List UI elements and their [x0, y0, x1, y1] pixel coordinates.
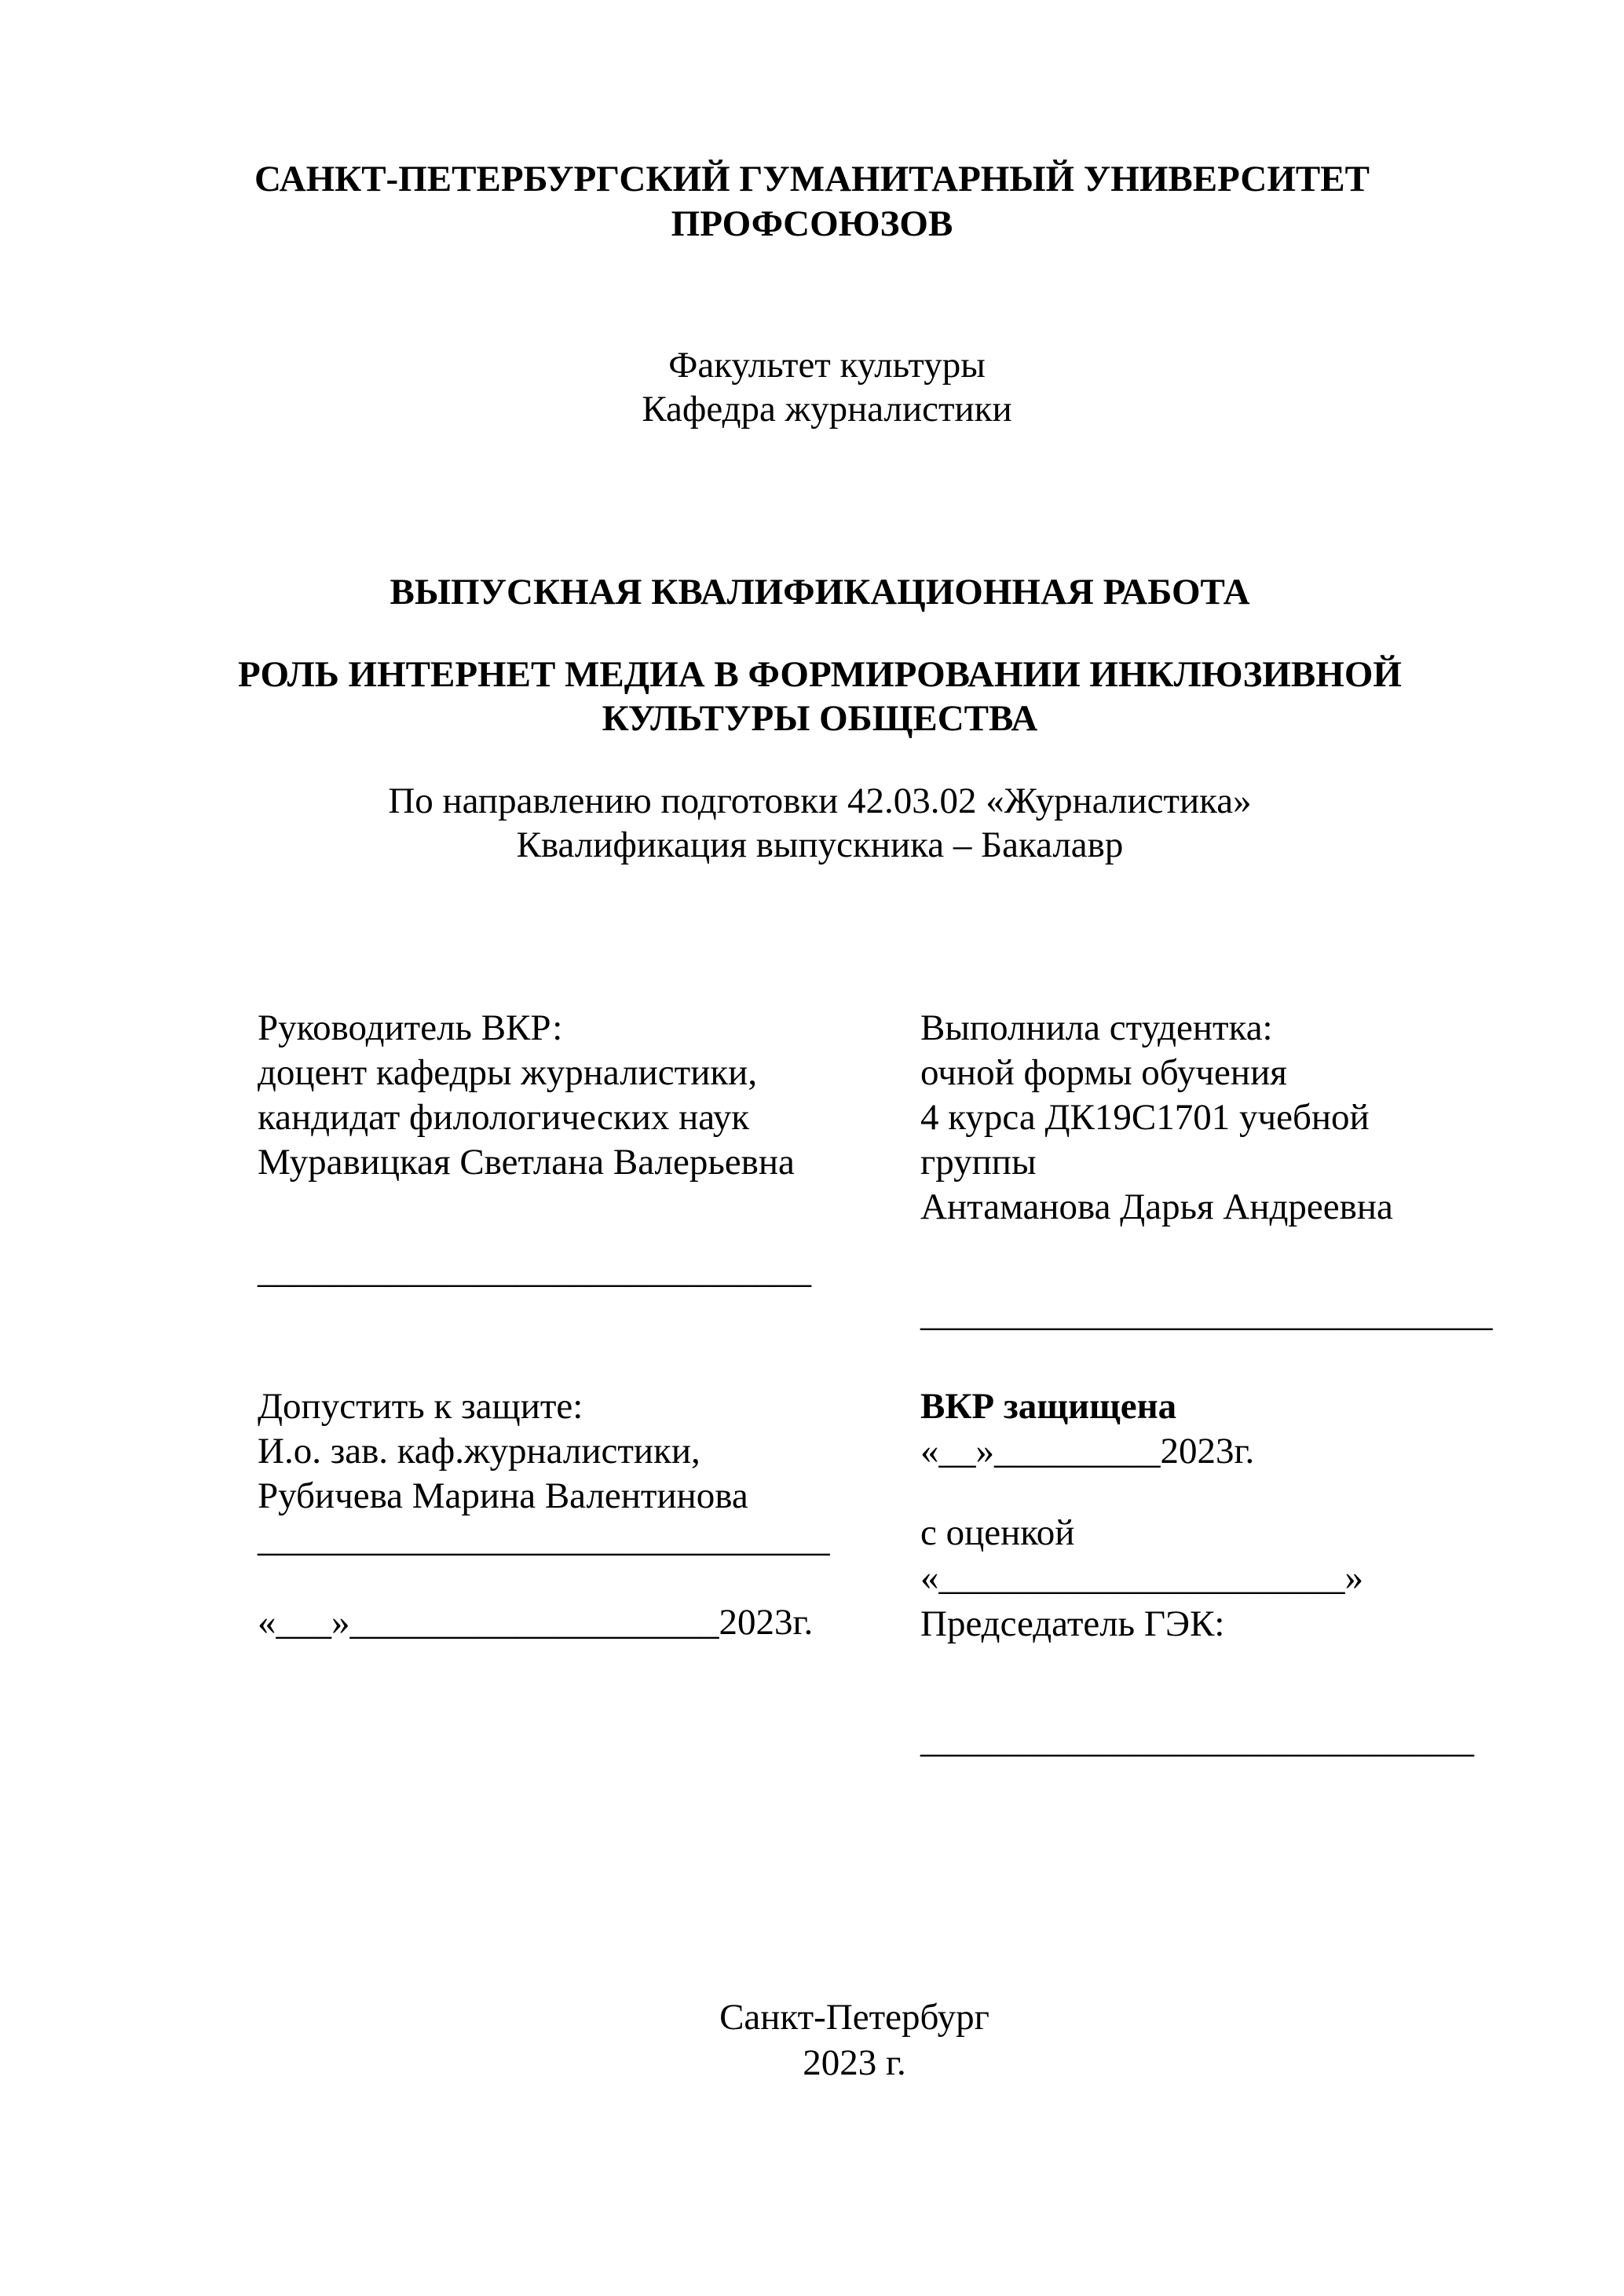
grade-field: «______________________»	[920, 1557, 1363, 1598]
footer-year: 2023 г.	[803, 2042, 906, 2083]
supervisor-line: Муравицкая Светлана Валерьевна	[258, 1142, 795, 1183]
supervisor-line: кандидат филологических наук	[258, 1097, 750, 1138]
supervisor-line: Руководитель ВКР:	[258, 1007, 563, 1048]
supervisor-block	[258, 1006, 795, 1185]
supervisor-line: доцент кафедры журналистики,	[258, 1052, 758, 1093]
defense-date: «__»_________2023г.	[920, 1431, 1255, 1472]
university-name-line-1: САНКТ-ПЕТЕРБУРГСКИЙ ГУМАНИТАРНЫЙ УНИВЕРСИТЕТ	[254, 159, 1370, 199]
work-title-line-2: КУЛЬТУРЫ ОБЩЕСТВА	[602, 698, 1038, 739]
student-line: Антаманова Дарья Андреевна	[920, 1186, 1393, 1227]
qualification: Квалификация выпускника – Бакалавр	[516, 824, 1124, 865]
chair-label: Председатель ГЭК:	[920, 1603, 1225, 1644]
student-signature-line: _______________________________	[920, 1293, 1493, 1334]
student-line: группы	[920, 1142, 1037, 1183]
admission-line: Рубичева Марина Валентинова	[258, 1475, 748, 1516]
defense-heading: ВКР защищена	[920, 1386, 1177, 1427]
admission-line: Допустить к защите:	[258, 1386, 583, 1427]
admission-block	[258, 1384, 748, 1519]
admission-signature-line: _______________________________	[258, 1519, 830, 1559]
student-line: очной формы обучения	[920, 1052, 1287, 1093]
student-line: 4 курса ДК19С1701 учебной	[920, 1097, 1370, 1138]
direction: По направлению подготовки 42.03.02 «Журналистика»	[388, 781, 1252, 821]
admission-date: «___»____________________2023г.	[258, 1602, 814, 1643]
student-block	[920, 1006, 1393, 1230]
footer-city: Санкт-Петербург	[719, 1997, 989, 2038]
faculty: Факультет культуры	[668, 345, 986, 386]
department: Кафедра журналистики	[642, 389, 1012, 430]
work-type: ВЫПУСКНАЯ КВАЛИФИКАЦИОННАЯ РАБОТА	[390, 572, 1250, 612]
admission-line: И.о. зав. каф.журналистики,	[258, 1431, 700, 1472]
grade-label: с оценкой	[920, 1512, 1075, 1553]
chair-signature-line: ______________________________	[920, 1720, 1474, 1760]
work-title-line-1: РОЛЬ ИНТЕРНЕТ МЕДИА В ФОРМИРОВАНИИ ИНКЛЮЗИВНОЙ	[238, 654, 1402, 695]
student-line: Выполнила студентка:	[920, 1007, 1273, 1048]
supervisor-signature-line: ______________________________	[258, 1250, 811, 1291]
university-name-line-2: ПРОФСОЮЗОВ	[671, 203, 953, 244]
